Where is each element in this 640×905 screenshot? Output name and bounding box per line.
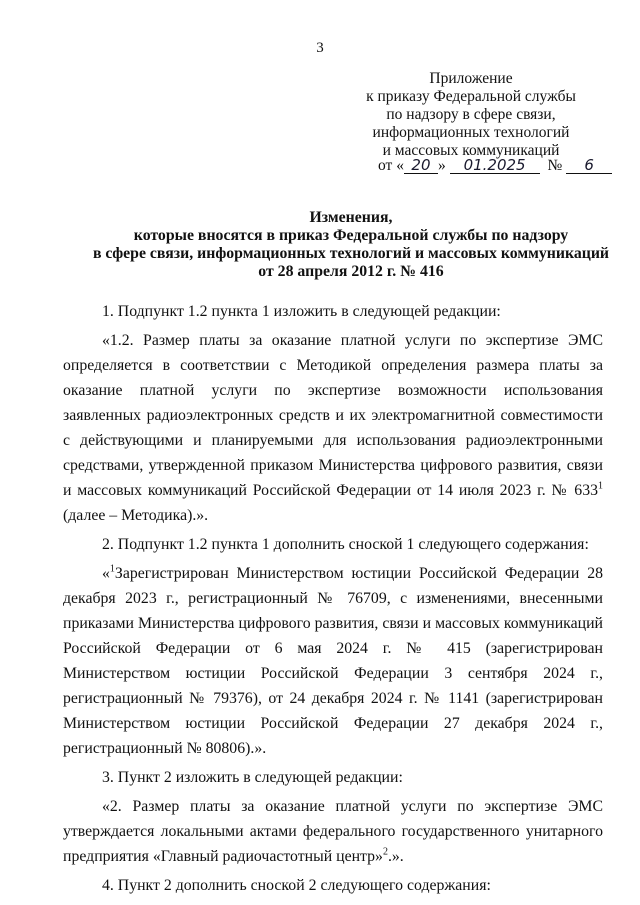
date-separator: » xyxy=(437,157,446,174)
paragraph-item-4: 4. Пункт 2 дополнить сноской 2 следующего содержания: xyxy=(102,877,491,894)
title-line: которые вносятся в приказ Федеральной службы по надзору xyxy=(133,227,569,244)
document-body xyxy=(63,299,603,898)
paragraph-item-1: 1. Подпункт 1.2 пункта 1 изложить в следующей редакции: xyxy=(102,303,501,320)
paragraph-text: Зарегистрирован Министерством юстиции Российской Федерации 28 декабря 2023 г., регистрационный № 76709, с изменениями, внесенными приказами Министерства цифрового развития, связи и массовых коммуникаций Российской Федерации от 6 мая 2024 г. № 415 (зарегистрирован Министерством юстиции Российской Федерации 3 сентября 2024 г., регистрационный № 79376), от 24 декабря 2024 г. № 1141 (зарегистрирован Министерством юстиции Российской Федерации 27 декабря 2024 г., регистрационный № 80806).». xyxy=(63,565,603,757)
paragraph-item-3: 3. Пункт 2 изложить в следующей редакции: xyxy=(102,769,403,786)
footnote-ref: 1 xyxy=(109,563,115,575)
footnote-ref: 2 xyxy=(382,846,388,858)
title-line: Изменения, xyxy=(309,209,393,226)
document-title xyxy=(60,209,640,281)
paragraph-footnote-1 xyxy=(63,561,603,761)
title-line: в сфере связи, информационных технологий и массовых коммуникаций xyxy=(92,245,610,262)
title-line: от 28 апреля 2012 г. № 416 xyxy=(258,263,444,280)
handwritten-day: 20 xyxy=(404,157,438,174)
appendix-block xyxy=(340,70,602,160)
paragraph-new-edition-2 xyxy=(63,794,603,869)
paragraph-text: .». xyxy=(387,848,404,865)
page-number: 3 xyxy=(316,40,324,56)
paragraph-text: «2. Размер платы за оказание платной услуги по экспертизе ЭМС утверждается локальными актами федерального государственного унитарного предприятия «Главный радиочастотный центр» xyxy=(63,798,603,865)
handwritten-order-number: 6 xyxy=(566,157,612,174)
footnote-ref: 1 xyxy=(598,480,603,492)
date-prefix: от « xyxy=(378,157,404,174)
appendix-line: к приказу Федеральной службы xyxy=(366,88,576,105)
appendix-line: по надзору в сфере связи, xyxy=(386,106,556,123)
paragraph-new-edition-1-2 xyxy=(63,328,603,528)
paragraph-item-2: 2. Подпункт 1.2 пункта 1 дополнить сноской 1 следующего содержания: xyxy=(102,536,589,553)
order-date-number-line xyxy=(378,157,608,175)
handwritten-month-year: 01.2025 xyxy=(450,157,540,174)
number-label: № xyxy=(547,157,563,174)
paragraph-text: «1.2. Размер платы за оказание платной услуги по экспертизе ЭМС определяется в соответствии с Методикой определения размера платы за оказание платной услуги по экспертизе возможности использования заявленных радиоэлектронных средств и их электромагнитной совместимости с действующими и планируемыми для использования радиоэлектронными средствами, утвержденной приказом Министерства цифрового развития, связи и массовых коммуникаций Российской Федерации от 14 июля 2023 г. № 633 xyxy=(63,332,603,499)
appendix-line: Приложение xyxy=(429,70,513,87)
appendix-line: информационных технологий xyxy=(372,124,570,141)
quote-mark: « xyxy=(102,565,110,582)
appendix-line: и массовых коммуникаций xyxy=(382,142,560,159)
paragraph-text: (далее – Методика).». xyxy=(63,507,209,524)
